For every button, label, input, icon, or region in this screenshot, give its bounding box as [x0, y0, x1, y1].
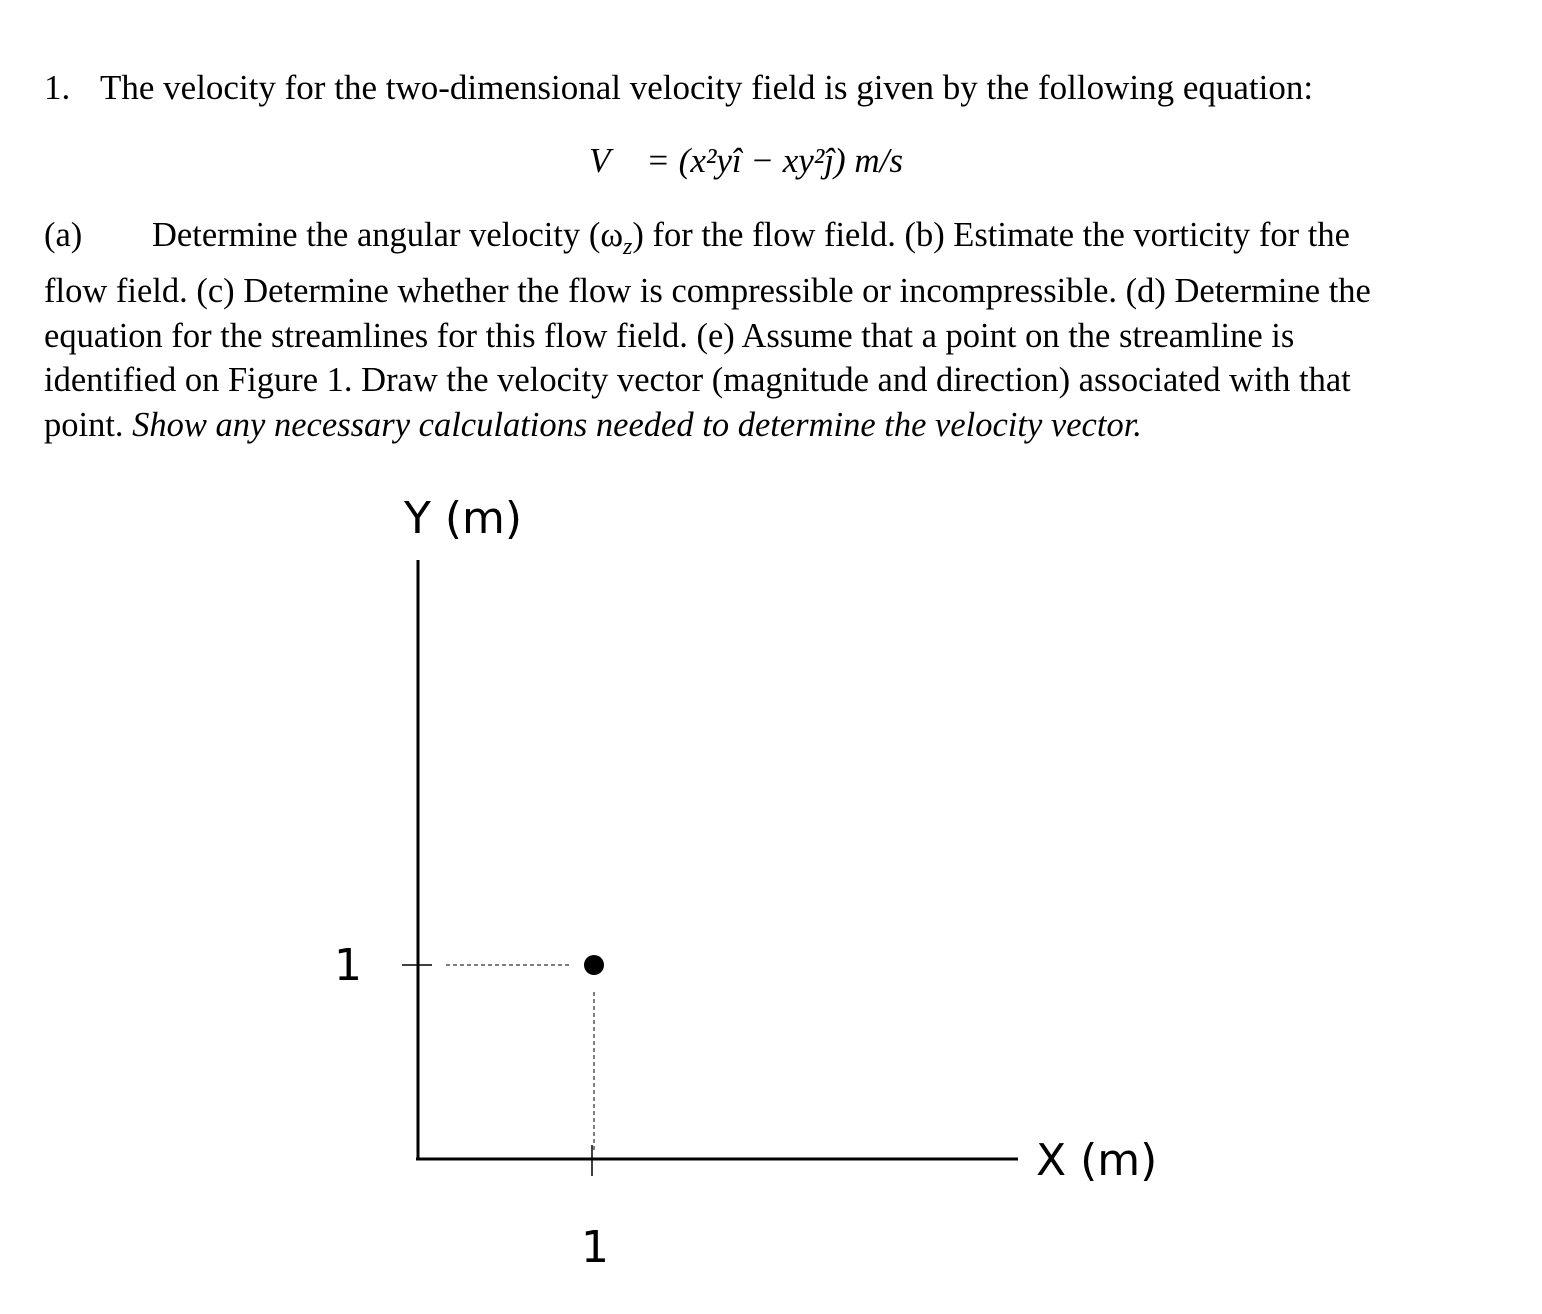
- streamline-point: [584, 955, 604, 975]
- question-line-5: point. Show any necessary calculations needed to determine the velocity vector.: [44, 405, 1142, 444]
- question-line-3: equation for the streamlines for this flow field. (e) Assume that a point on the streamline is: [44, 316, 1295, 355]
- x-axis-label: X (m): [1036, 1135, 1158, 1186]
- instruction-italic: Show any necessary calculations needed to determine the velocity vector.: [132, 405, 1142, 444]
- x-tick-label: 1: [581, 1222, 609, 1273]
- question-line-1: (a) Determine the angular velocity $(\omega_z)$ for the flow field. (b) Estimate the vorticity for the: [44, 213, 1484, 269]
- y-axis-label: Y (m): [404, 493, 523, 544]
- omega-subscript: z: [623, 233, 633, 260]
- part-label: (a): [44, 216, 83, 254]
- velocity-equation-text: V⃗ = (x²yî − xy²ĵ) m/s: [588, 141, 904, 180]
- question-line-2: flow field. (c) Determine whether the flow is compressible or incompressible. (d) Determine the: [44, 272, 1371, 311]
- question-line-4: identified on Figure 1. Draw the velocity vector (magnitude and direction) associated with that: [44, 361, 1351, 400]
- question-intro-text: The velocity for the two-dimensional velocity field is given by the following equation:: [100, 68, 1314, 107]
- question-number: 1.: [44, 68, 71, 107]
- y-tick-label: 1: [334, 940, 362, 991]
